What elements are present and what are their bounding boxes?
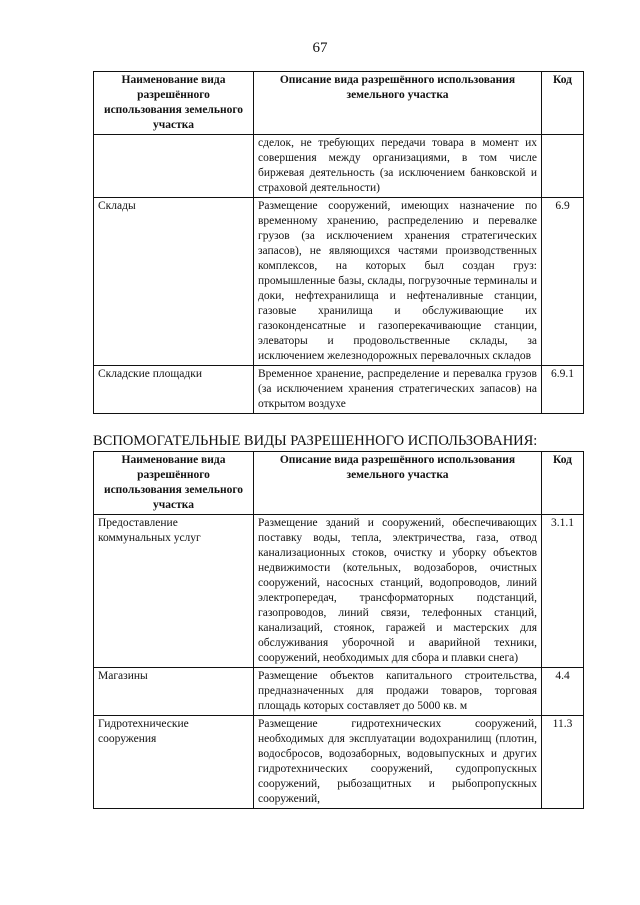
row-code [542,135,584,198]
header-name: Наименование вида разрешённого использования земельного участка [94,452,254,515]
land-use-table-main [93,71,584,414]
row-name: Складские площадки [94,366,254,414]
page-number: 67 [312,40,328,56]
table-row [94,198,584,366]
row-description: Размещение гидротехнических сооружений, необходимых для эксплуатации водохранилищ (плотин, водосбросов, водозаборных, водовыпускных и других гидротехнических сооружений, судопропускных сооружений, рыбозащитных и рыбопропускных сооружений, [254,716,542,809]
row-description: Размещение сооружений, имеющих назначение по временному хранению, распределению и перевалке грузов (за исключением хранения стратегических запасов), не являющихся частями производственных комплексов, на которых был создан груз: промышленные базы, склады, погрузочные терминалы и доки, нефтехранилища и нефтеналивные станции, газовые хранилища и обслуживающие их газоконденсатные и газоперекачивающие станции, элеваторы и продовольственные склады, за исключением железнодорожных перевалочных складов [254,198,542,366]
row-name: Предоставление коммунальных услуг [94,515,254,668]
row-description: Временное хранение, распределение и перевалка грузов (за исключением хранения стратегических запасов) на открытом воздухе [254,366,542,414]
row-description: сделок, не требующих передачи товара в момент их совершения между организациями, в том числе биржевая деятельность (за исключением банковской и страховой деятельности) [254,135,542,198]
table-row [94,135,584,198]
row-name [94,135,254,198]
section-title: ВСПОМОГАТЕЛЬНЫЕ ВИДЫ РАЗРЕШЕННОГО ИСПОЛЬЗОВАНИЯ: [93,433,538,449]
row-name: Магазины [94,668,254,716]
table-header-row [94,72,584,135]
row-code: 3.1.1 [542,515,584,668]
header-description: Описание вида разрешённого использования земельного участка [254,72,542,135]
row-code: 6.9 [542,198,584,366]
row-code: 11.3 [542,716,584,809]
table-row [94,716,584,809]
header-code: Код [542,452,584,515]
table-row [94,366,584,414]
table-header-row [94,452,584,515]
table-row [94,668,584,716]
table-row [94,515,584,668]
row-name: Склады [94,198,254,366]
row-code: 4.4 [542,668,584,716]
header-code: Код [542,72,584,135]
header-description: Описание вида разрешённого использования земельного участка [254,452,542,515]
land-use-table-auxiliary [93,451,584,809]
row-code: 6.9.1 [542,366,584,414]
header-name: Наименование вида разрешённого использования земельного участка [94,72,254,135]
row-name: Гидротехнические сооружения [94,716,254,809]
row-description: Размещение зданий и сооружений, обеспечивающих поставку воды, тепла, электричества, газа, отвод канализационных стоков, очистку и уборку объектов недвижимости (котельных, водозаборов, очистных сооружений, насосных станций, водопроводов, линий электропередач, трансформаторных подстанций, газопроводов, линий связи, телефонных станций, канализаций, стоянок, гаражей и мастерских для обслуживания уборочной и аварийной техники, сооружений, необходимых для сбора и плавки снега) [254,515,542,668]
row-description: Размещение объектов капитального строительства, предназначенных для продажи товаров, торговая площадь которых составляет до 5000 кв. м [254,668,542,716]
